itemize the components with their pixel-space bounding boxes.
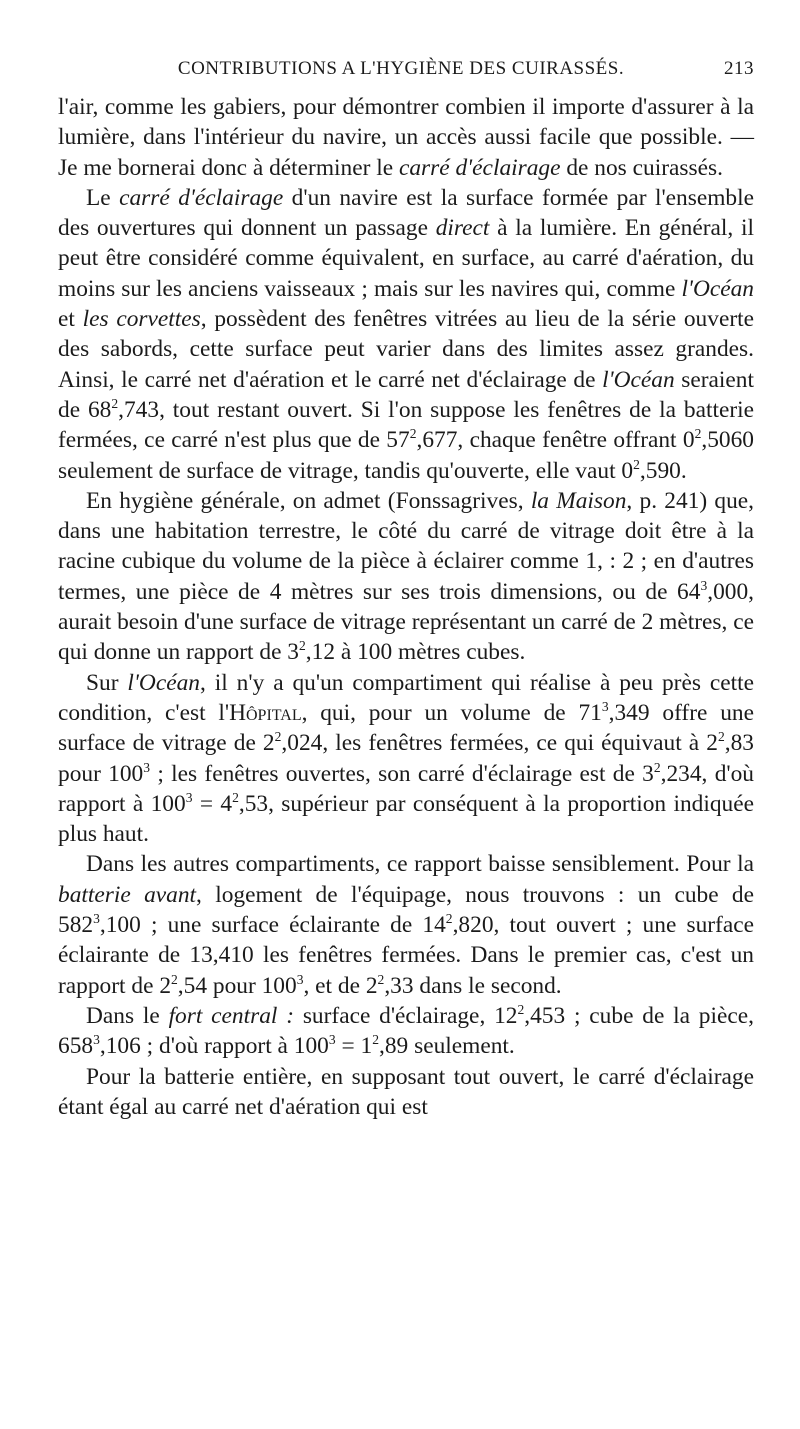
text-run: ,349 offre une surface de vitrage de 2 — [58, 699, 754, 757]
paragraph — [58, 183, 754, 486]
superscript: 3 — [296, 971, 304, 987]
text-run: ,234, d'où rapport à 100 — [58, 760, 754, 817]
running-title: CONTRIBUTIONS A L'HYGIÈNE DES CUIRASSÉS. — [177, 58, 625, 79]
text-run: = 4 — [192, 790, 233, 817]
italic-text: carré d'éclairage — [398, 154, 561, 181]
text-run: à la lumière. En général, il peut être considéré comme équivalent, en surface, au carré d'aération, du moins sur les anciens vaisseaux ; mais sur les navires qui, comme — [58, 215, 754, 302]
italic-text: direct — [435, 215, 490, 242]
superscript: 3 — [93, 1032, 100, 1048]
superscript: 2 — [111, 396, 119, 412]
text-run: ,5060 seulement de surface de vitrage, tandis qu'ouverte, elle vaut 0 — [58, 427, 754, 484]
text-run: ,100 ; une surface éclairante de 14 — [99, 912, 446, 939]
superscript: 3 — [601, 699, 609, 715]
text-run: ,12 à 100 mètres cubes. — [305, 639, 526, 666]
paragraph — [58, 92, 754, 183]
text-run: surface d'éclairage, 12 — [294, 1002, 518, 1029]
italic-text: carré d'éclairage — [119, 184, 284, 211]
superscript: 2 — [717, 729, 725, 745]
superscript: 2 — [274, 729, 282, 745]
italic-text: l'Océan — [681, 275, 754, 302]
text-run: , et de 2 — [303, 972, 378, 999]
text-run: et — [58, 306, 83, 333]
text-run: ,33 dans le second. — [384, 972, 562, 999]
superscript: 3 — [328, 1032, 336, 1048]
body-text — [58, 92, 754, 1122]
text-run: l'air, comme les gabiers, pour démontrer combien il importe d'assurer à la lumière, dans l'intérieur du navire, un accès aussi facile que possible. — Je me bornerai donc à déterminer le — [58, 94, 754, 181]
italic-text: les corvettes — [82, 306, 201, 333]
superscript: 2 — [171, 971, 178, 987]
text-run: ,453 ; cube de la pièce, 658 — [58, 1002, 754, 1060]
superscript: 2 — [299, 638, 306, 654]
small-caps-text: Hôpital — [229, 699, 302, 726]
superscript: 2 — [445, 911, 453, 927]
text-run: ; les fenêtres ouvertes, son carré d'éclairage est de 3 — [150, 760, 654, 787]
text-run: ,590. — [639, 457, 687, 484]
text-run: ,677, chaque fenêtre offrant 0 — [416, 427, 695, 454]
paragraph — [58, 486, 754, 668]
text-run: , qui, pour un volume de 71 — [301, 699, 602, 726]
superscript: 3 — [700, 577, 708, 593]
superscript: 2 — [372, 1032, 380, 1048]
superscript: 3 — [93, 911, 100, 927]
superscript: 2 — [377, 971, 385, 987]
text-run: ,83 pour 100 — [58, 730, 754, 787]
italic-text: batterie avant — [58, 881, 197, 908]
italic-text: l'Océan — [602, 366, 675, 393]
italic-text: la Maison — [530, 487, 627, 514]
superscript: 3 — [185, 790, 193, 806]
superscript: 2 — [653, 759, 661, 775]
text-run: Sur — [86, 669, 128, 696]
superscript: 2 — [232, 790, 239, 806]
superscript: 2 — [694, 426, 702, 442]
text-run: Le — [86, 184, 120, 211]
superscript: 2 — [409, 426, 417, 442]
text-run: Dans le — [86, 1002, 169, 1029]
text-run: Dans les autres compartiments, ce rapport baisse sensiblement. Pour la — [86, 851, 754, 878]
text-run: = 1 — [335, 1033, 373, 1060]
text-run: , possèdent des fenêtres vitrées au lieu de la série ouverte des sabords, cette surface peut varier dans des limites assez grandes. Ainsi, le carré net d'aération et le carré net d'éclairage de — [58, 306, 754, 393]
text-run: ,53, supérieur par conséquent à la proportion indiquée plus haut. — [58, 790, 754, 848]
text-run: ,54 pour 100 — [177, 972, 297, 999]
text-run: ,820, tout ouvert ; une surface éclairante de 13,410 les fenêtres fermées. Dans le premier cas, c'est un rapport de 2 — [58, 912, 754, 999]
text-run: ,106 ; d'où rapport à 100 — [99, 1033, 329, 1060]
text-run: , p. 241) que, dans une habitation terrestre, le côté du carré de vitrage doit être à la racine cubique du volume de la pièce à éclairer comme 1, : 2 ; en d'autres termes, une pièce de 4 mètres sur ses trois dimensions, ou de 64 — [58, 487, 755, 605]
italic-text: l'Océan — [127, 669, 200, 696]
text-run: ,89 seulement. — [379, 1033, 515, 1060]
paragraph — [58, 1062, 754, 1123]
paragraph — [58, 1001, 754, 1062]
paragraph — [58, 849, 754, 1000]
superscript: 2 — [633, 456, 640, 472]
text-run: ,743, tout restant ouvert. Si l'on suppose les fenêtres de la batterie fermées, ce carré n'est plus que de 57 — [58, 396, 754, 454]
running-header — [58, 58, 754, 88]
superscript: 3 — [143, 759, 151, 775]
page-number: 213 — [724, 58, 754, 79]
text-run: ,024, les fenêtres fermées, ce qui équivaut à 2 — [281, 730, 718, 757]
text-run: Pour la batterie entière, en supposant tout ouvert, le carré d'éclairage étant égal au carré net d'aération qui est — [58, 1063, 754, 1120]
text-run: d'un navire est la surface formée par l'ensemble des ouvertures qui donnent un passage — [58, 184, 754, 242]
paragraph — [58, 668, 754, 850]
superscript: 2 — [517, 1002, 525, 1018]
text-run: En hygiène générale, on admet (Fonssagrives, — [86, 487, 531, 514]
italic-text: fort central : — [168, 1002, 295, 1029]
text-run: , il n'y a qu'un compartiment qui réalise à peu près cette condition, c'est l' — [58, 669, 755, 726]
text-run: seraient de 68 — [58, 366, 754, 423]
text-run: ,000, aurait besoin d'une surface de vitrage représentant un carré de 2 mètres, ce qui donne un rapport de 3 — [58, 578, 754, 666]
text-run: de nos cuirassés. — [560, 154, 723, 181]
text-run: , logement de l'équipage, nous trouvons : un cube de 582 — [58, 881, 754, 939]
